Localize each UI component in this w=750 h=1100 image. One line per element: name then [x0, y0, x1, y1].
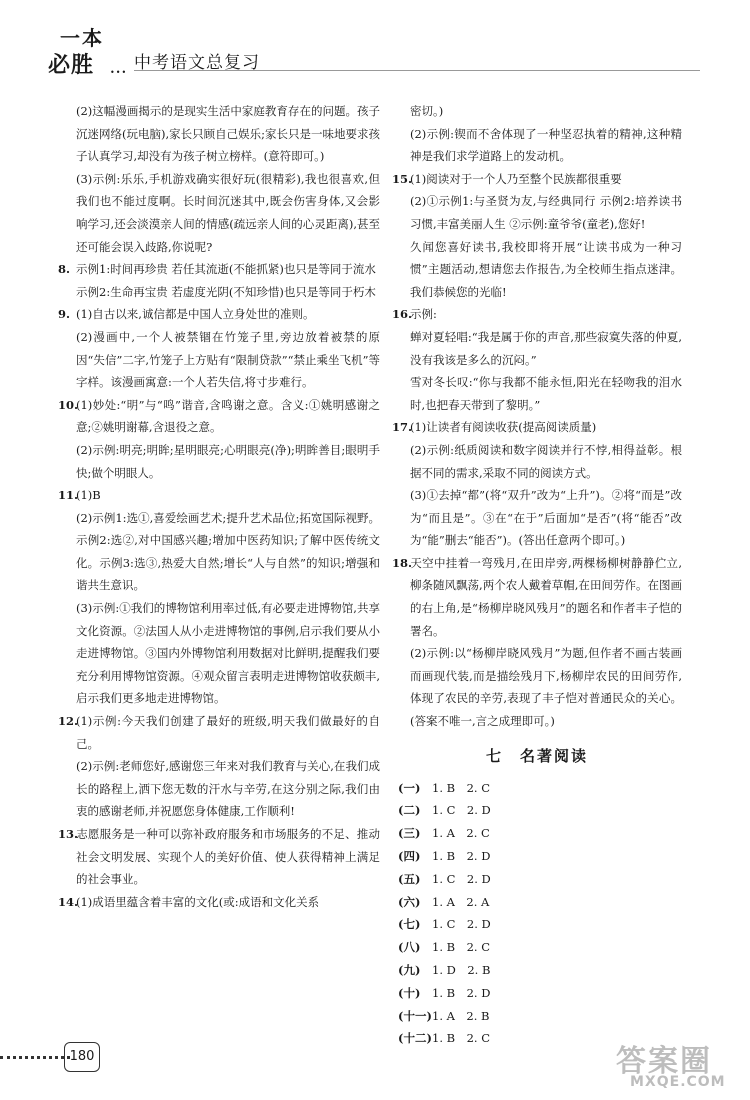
answer-label: (九) — [398, 963, 421, 977]
answer-value: 1. C 2. D — [432, 917, 491, 932]
footer-dotted-line — [0, 1056, 70, 1059]
logo-dots: ••• — [110, 68, 128, 77]
right-column — [392, 100, 682, 1050]
question-text: (1)示例:今天我们创建了最好的班级,明天我们做最好的自己。 — [76, 714, 380, 751]
page-header — [40, 18, 700, 80]
question-number: 12. — [58, 714, 79, 729]
answer-value: 1. D 2. B — [432, 963, 491, 977]
question-text: 天空中挂着一弯残月,在田岸旁,两棵杨柳树静静伫立,柳条随风飘荡,两个农人戴着草帽,在田间劳作。在图画的右上角,是“杨柳岸晓风残月”的题名和作者丰子恺的署名。 — [410, 555, 682, 638]
watermark-text: 答案圈 — [616, 1044, 712, 1079]
answer-paragraph: 示例2:生命再宝贵 若虚度光阴(不知珍惜)也只是等同于朽木 — [76, 284, 376, 299]
answer-label: (五) — [398, 871, 421, 886]
answer-paragraph: (2)示例:明亮;明眸;星明眼亮;心明眼亮(净);明眸善目;眼明手快;做个明眼人。 — [76, 442, 380, 480]
answer-row — [392, 959, 682, 982]
answer-value: 1. B 2. D — [432, 849, 491, 864]
answer-label: (二) — [398, 803, 421, 818]
question-text: 示例1:时间再珍贵 若任其流逝(不能抓紧)也只是等同于流水 — [76, 262, 376, 277]
page-number: 180 — [64, 1042, 100, 1072]
answer-value: 1. B 2. C — [432, 940, 491, 955]
answer-label: (八) — [398, 940, 421, 955]
answer-paragraph: 久闻您喜好读书,我校即将开展“让读书成为一种习惯”主题活动,想请您去作报告,为全校师生指点迷津。我们恭候您的光临! — [410, 239, 682, 299]
question-12 — [58, 710, 380, 755]
answer-paragraph: (2)示例1:选①,喜爱绘画艺术;提升艺术品位;拓宽国际视野。示例2:选②,对中国感兴趣;增加中医药知识;了解中医传统文化。示例3:选③,热爱大自然;增长“人与自然”的知识;增强和谐共生意识。 — [76, 510, 380, 593]
watermark-url: MXQE.COM — [630, 1074, 726, 1090]
answer-paragraph: (2)这幅漫画揭示的是现实生活中家庭教育存在的问题。孩子沉迷网络(玩电脑),家长只顾自己娱乐;家长只是一味地要求孩子认真学习,却没有为孩子树立榜样。(意符即可。) — [76, 104, 381, 164]
question-8 — [58, 258, 380, 281]
answer-paragraph: 雪对冬长叹:“你与我都不能永恒,阳光在轻吻我的泪水时,也把春天带到了黎明。” — [410, 375, 682, 412]
answer-paragraph: (2)示例:以“杨柳岸晓风残月”为题,但作者不画古装画而画现代装,而是描绘残月下,杨柳岸农民的田间劳作,体现了农民的辛劳,表现了丰子恺对普通民众的关心。(答案不唯一,言之成理即可。) — [410, 646, 682, 729]
answer-label: (十二) — [398, 1031, 432, 1046]
answer-value: 1. B 2. C — [432, 1031, 491, 1046]
answer-row — [392, 1005, 682, 1028]
answer-label: (三) — [398, 826, 421, 841]
question-11 — [58, 484, 380, 507]
answer-row — [392, 982, 682, 1005]
question-15 — [392, 168, 682, 191]
answer-paragraph: (3)示例:乐乐,手机游戏确实很好玩(很精彩),我也很喜欢,但我们也不能过度啊。长时间沉迷其中,既会伤害身体,又会影响学习,还会淡漠亲人间的情感(疏远亲人间的心灵距离),甚至还可能会误入歧路,你说呢? — [76, 171, 380, 254]
question-number: 9. — [58, 307, 71, 322]
answer-row — [392, 845, 682, 868]
question-number: 13. — [58, 827, 79, 841]
question-number: 18. — [392, 555, 413, 570]
answer-value: 1. B 2. C — [432, 780, 491, 795]
question-text: (1)B — [76, 488, 101, 503]
question-number: 14. — [58, 894, 79, 909]
answer-paragraph: (2)示例:纸质阅读和数字阅读并行不悖,相得益彰。根据不同的需求,采取不同的阅读方式。 — [410, 442, 682, 480]
question-number: 17. — [392, 420, 413, 435]
answer-row — [392, 936, 682, 959]
answer-label: (四) — [398, 849, 421, 864]
answer-label: (十一) — [398, 1008, 432, 1023]
question-17 — [392, 416, 682, 439]
question-13 — [58, 823, 380, 891]
answer-row — [392, 799, 682, 822]
question-number: 16. — [392, 307, 413, 322]
book-title: 中考语文总复习 — [134, 53, 260, 73]
question-9 — [58, 303, 380, 326]
answer-row — [392, 913, 682, 936]
answer-paragraph: (2)示例:老师您好,感谢您三年来对我们教育与关心,在我们成长的路程上,洒下您无数的汗水与辛劳,在这分别之际,我们由衷的感谢老师,并祝愿您身体健康,工作顺利! — [76, 759, 380, 819]
answer-label: (七) — [398, 917, 421, 932]
page-footer — [0, 1028, 750, 1100]
answer-value: 1. B 2. D — [432, 985, 491, 1000]
answer-value: 1. C 2. D — [432, 871, 491, 886]
book-logo — [48, 22, 138, 80]
question-number: 10. — [58, 397, 79, 412]
question-text: (1)阅读对于一个人乃至整个民族都很重要 — [410, 171, 622, 186]
answer-row — [392, 891, 682, 914]
question-text: 示例: — [410, 307, 437, 322]
section-title: 七 名著阅读 — [485, 746, 588, 765]
question-text: (1)成语里蕴含着丰富的文化(或:成语和文化关系 — [76, 894, 320, 909]
left-column — [58, 100, 380, 913]
answer-value: 1. A 2. B — [432, 1008, 490, 1023]
answer-paragraph: 蝉对夏轻唱:“我是属于你的声音,那些寂寞失落的仲夏,没有我该是多么的沉闷。” — [410, 329, 682, 367]
logo-line1: 一本 — [60, 26, 104, 50]
answer-row — [392, 868, 682, 891]
answer-value: 1. C 2. D — [432, 803, 491, 818]
answer-value: 1. A 2. C — [432, 826, 490, 841]
answer-paragraph: (3)示例:①我们的博物馆利用率过低,有必要走进博物馆,共享文化资源。②法国人从小走进博物馆的事例,启示我们要从小走进博物馆。③国内外博物馆利用数据对比鲜明,提醒我们要充分利用博物馆资源。④观众留言表明走进博物馆收获颇丰,启示我们更多地走进博物馆。 — [76, 601, 380, 706]
question-10 — [58, 394, 380, 439]
question-16 — [392, 303, 682, 326]
question-text: (1)妙处:“明”与“鸣”谐音,含鸣谢之意。含义:①姚明感谢之意;②姚明谢幕,含退役之意。 — [76, 397, 380, 435]
question-number: 15. — [392, 171, 413, 186]
question-text: 志愿服务是一种可以弥补政府服务和市场服务的不足、推动社会文明发展、实现个人的美好价值、使人获得精神上满足的社会事业。 — [76, 827, 380, 887]
answer-label: (一) — [398, 780, 421, 795]
answer-paragraph: (2)示例:锲而不舍体现了一种坚忍执着的精神,这种精神是我们求学道路上的发动机。 — [410, 126, 682, 164]
answer-row — [392, 822, 682, 845]
answer-paragraph: (3)①去掉“都”(将“双升”改为“上升”)。②将“而是”改为“而且是”。③在“在于”后面加“是否”(将“能否”改为“能”删去“能否”)。(答出任意两个即可。) — [410, 488, 682, 548]
answer-paragraph: (2)①示例1:与圣贤为友,与经典同行 示例2:培养读书习惯,丰富美丽人生 ②示例:童爷爷(童老),您好! — [410, 194, 682, 231]
answer-row — [392, 777, 682, 800]
question-text: (1)让读者有阅读收获(提高阅读质量) — [410, 420, 597, 435]
answer-label: (十) — [398, 985, 421, 1000]
answer-paragraph: 密切。) — [410, 104, 444, 118]
answer-list — [392, 777, 682, 1051]
answer-label: (六) — [398, 894, 421, 909]
logo-line2: 必胜 — [48, 52, 95, 78]
answer-paragraph: (2)漫画中,一个人被禁锢在竹笼子里,旁边放着被禁的原因“失信”二字,竹笼子上方贴有“限制贷款”“禁止乘坐飞机”等字样。该漫画寓意:一个人若失信,将寸步难行。 — [76, 329, 380, 390]
answer-value: 1. A 2. A — [432, 894, 490, 909]
question-18 — [392, 552, 682, 642]
header-divider — [134, 70, 700, 71]
question-text: (1)自古以来,诚信都是中国人立身处世的准则。 — [76, 307, 315, 322]
watermark-logo — [606, 1036, 746, 1096]
question-number: 11. — [58, 488, 79, 503]
question-14 — [58, 891, 380, 914]
question-number: 8. — [58, 262, 71, 277]
